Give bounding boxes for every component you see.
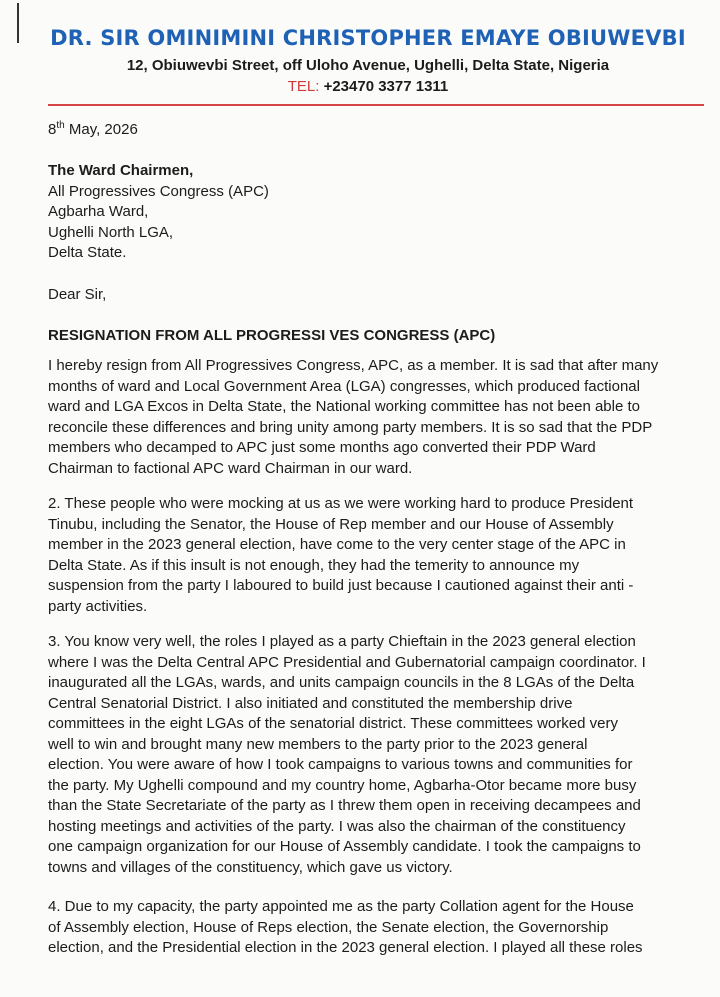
paragraph-line: member in the 2023 general election, have come to the very center stage of the APC in [48, 536, 626, 553]
tel-number: +23470 3377 1311 [323, 78, 449, 95]
paragraph-line: Delta State. As if this insult is not enough, they had the temerity to announce my [48, 556, 580, 574]
paragraph-line: the party. My Ughelli compound and my country home, Agbarha-Otor became more busy [48, 776, 637, 794]
paragraph-line: 2. These people who were mocking at us as we were working hard to produce President [48, 495, 634, 512]
paragraph-1 [48, 356, 698, 479]
paragraph-line: than the State Secretariate of the party as I threw them open in receiving decampees and [48, 797, 641, 814]
paragraph-line: reconcile these differences and bring unity among party members. It is so sad that the PDP [48, 418, 653, 436]
paragraph-line: months of ward and Local Government Area (LGA) congresses, which produced factional [48, 377, 640, 395]
paragraph-line: committees in the eight LGAs of the senatorial district. These committees worked very [48, 715, 618, 732]
paragraph-line: election, and the Presidential election in the 2023 general election. I played all these roles [48, 939, 643, 956]
margin-mark [17, 3, 19, 43]
paragraph-line: 4. Due to my capacity, the party appointed me as the party Collation agent for the House [48, 898, 634, 915]
paragraph-line: one campaign organization for our House of Assembly candidate. I took the campaigns to [48, 838, 641, 855]
recipient-line: Delta State. [48, 244, 127, 261]
letter-date [48, 120, 138, 138]
paragraph-line: ward and LGA Excos in Delta State, the National working committee has not been able to [48, 398, 641, 415]
paragraph-line: well to win and brought many new members to the party prior to the 2023 general [48, 735, 588, 753]
paragraph-line: 3. You know very well, the roles I played as a party Chieftain in the 2023 general election [48, 633, 636, 650]
tel-label: TEL: [287, 78, 320, 95]
sender-telephone [38, 78, 698, 95]
recipient-line: Agbarha Ward, [48, 203, 149, 220]
recipient-address [48, 161, 269, 264]
date-month-year: May, 2026 [64, 121, 138, 138]
paragraph-line: hosting meetings and activities of the party. I was also the chairman of the constituency [48, 817, 626, 835]
paragraph-2 [48, 494, 698, 617]
paragraph-line: Chairman to factional APC ward Chairman in our ward. [48, 459, 413, 477]
sender-address: 12, Obiuwevbi Street, off Uloho Avenue, Ughelli, Delta State, Nigeria [126, 57, 610, 74]
paragraph-line: inaugurated all the LGAs, wards, and units campaign councils in the 8 LGAs of the Delta [48, 674, 635, 691]
paragraph-line: Central Senatorial District. I also initiated and constituted the membership drive [48, 694, 573, 712]
paragraph-line: suspension from the party I laboured to build just because I cautioned against their anti - [48, 577, 634, 594]
paragraph-line: election. You were aware of how I took campaigns to various towns and communities for [48, 756, 633, 773]
paragraph-line: members who decamped to APC just some months ago converted their PDP Ward [48, 439, 596, 456]
paragraph-line: party activities. [48, 597, 148, 615]
paragraph-line: of Assembly election, House of Reps election, the Senate election, the Governorship [48, 918, 609, 936]
recipient-line: All Progressives Congress (APC) [48, 182, 269, 200]
recipient-line: Ughelli North LGA, [48, 223, 174, 241]
recipient-line: The Ward Chairmen, [48, 162, 194, 179]
paragraph-line: towns and villages of the constituency, which gave us victory. [48, 858, 453, 876]
paragraph-3 [48, 632, 698, 878]
paragraph-4 [48, 897, 698, 959]
letterhead-rule [48, 104, 704, 106]
paragraph-line: Tinubu, including the Senator, the House of Rep member and our House of Assembly [48, 515, 614, 533]
subject-heading: RESIGNATION FROM ALL PROGRESSI VES CONGRESS (APC) [48, 327, 496, 344]
date-suffix: th [56, 120, 65, 131]
paragraph-line: where I was the Delta Central APC Presidential and Gubernatorial campaign coordinator. I [48, 653, 646, 671]
date-day: 8 [48, 121, 57, 138]
sender-name: DR. SIR OMINIMINI CHRISTOPHER EMAYE OBIUWEVBI [50, 26, 686, 50]
paragraph-line: I hereby resign from All Progressives Congress, APC, as a member. It is sad that after many [48, 357, 659, 374]
salutation: Dear Sir, [48, 286, 107, 303]
